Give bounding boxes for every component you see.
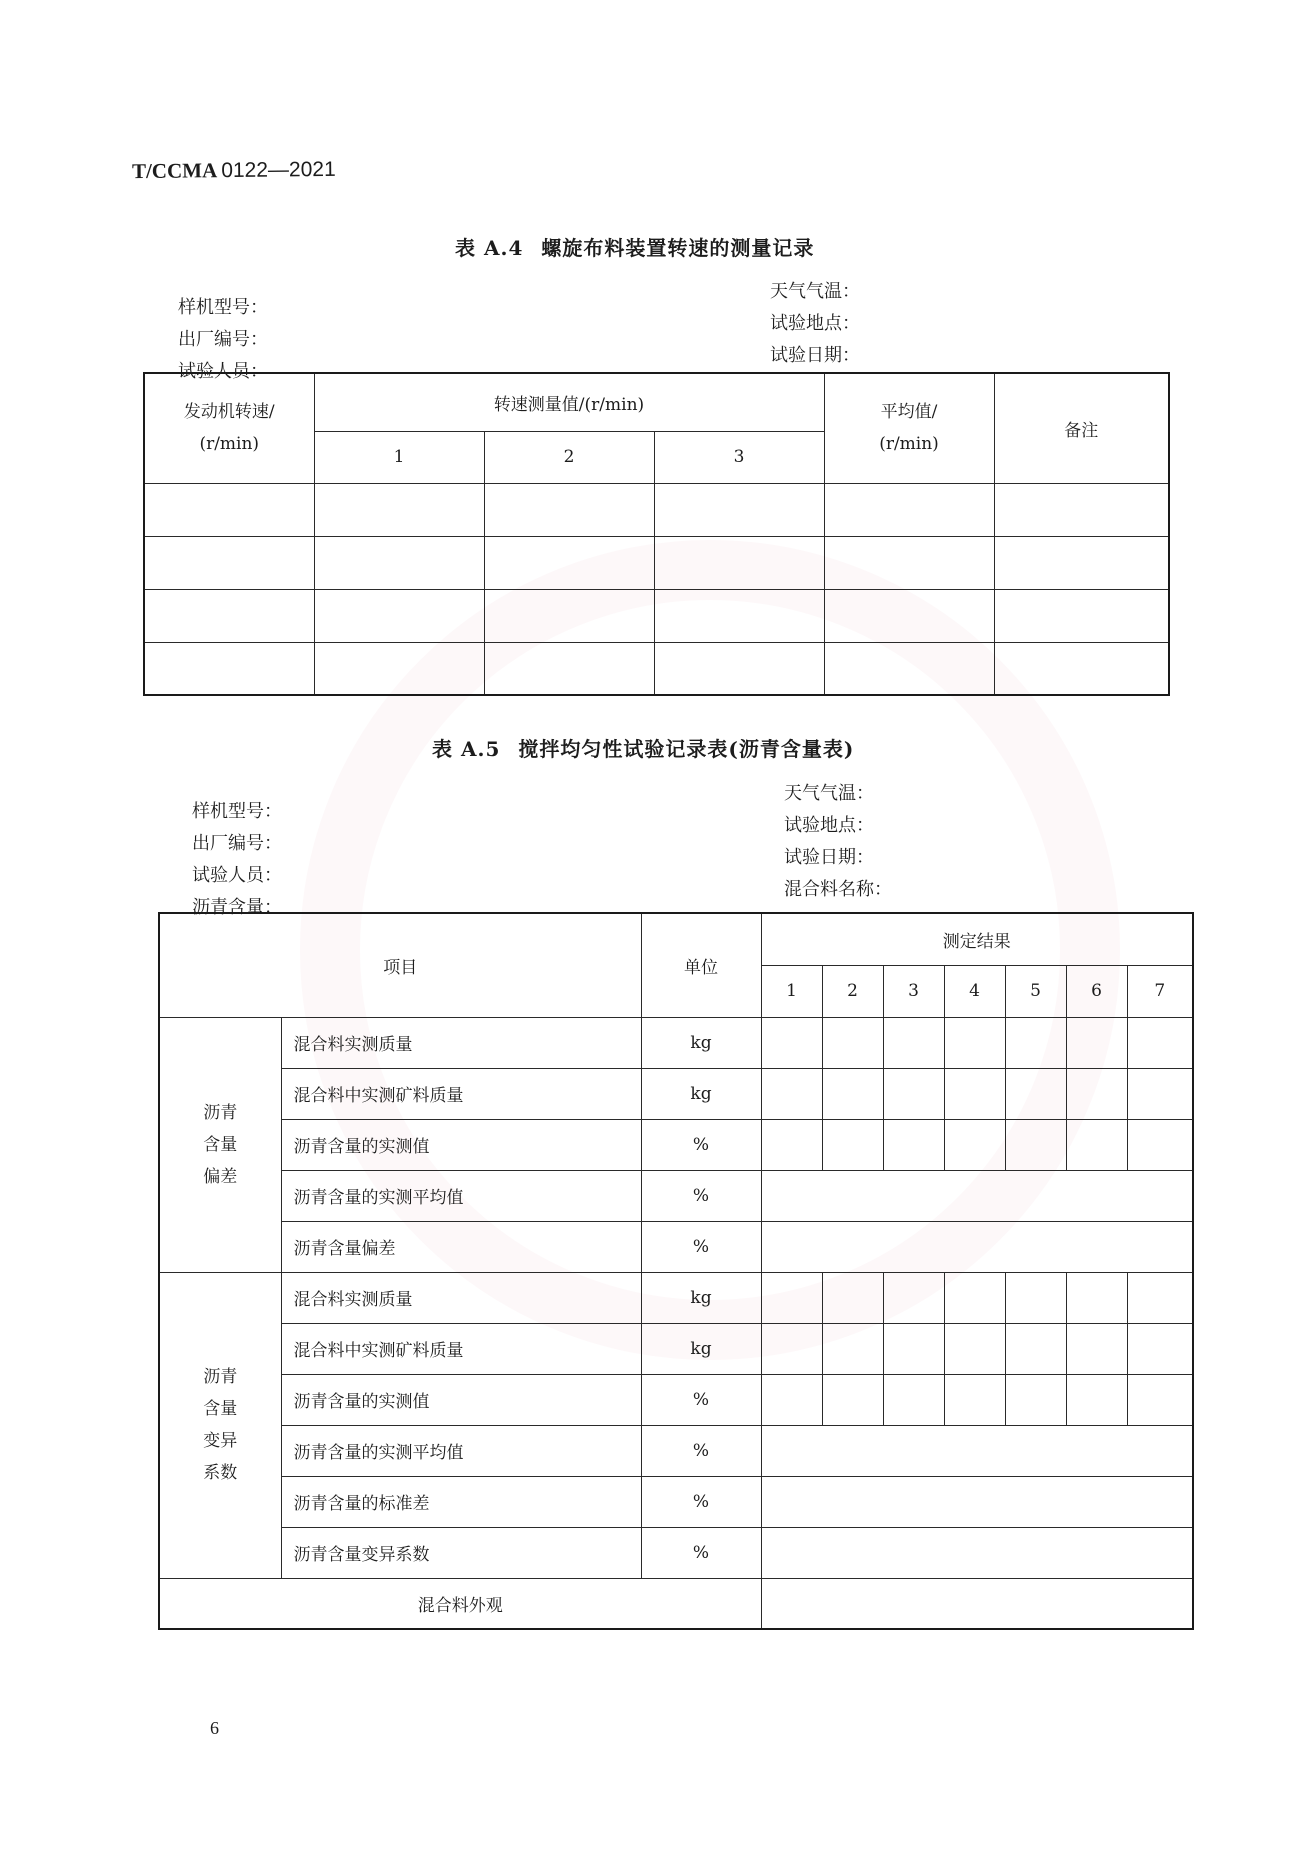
data-cell[interactable] xyxy=(994,483,1169,536)
data-cell-merged[interactable] xyxy=(761,1476,1193,1527)
data-cell[interactable] xyxy=(883,1374,944,1425)
data-cell[interactable] xyxy=(654,589,824,642)
result-col-5: 5 xyxy=(1005,965,1066,1017)
meta-field: 天气气温： xyxy=(770,281,860,302)
data-cell[interactable] xyxy=(314,642,484,695)
data-cell[interactable] xyxy=(761,1272,822,1323)
data-cell[interactable] xyxy=(822,1374,883,1425)
data-cell[interactable] xyxy=(484,642,654,695)
data-cell[interactable] xyxy=(484,483,654,536)
meta-field: 样机型号： xyxy=(192,801,282,822)
row-unit: % xyxy=(641,1527,761,1578)
meta-field: 出厂编号： xyxy=(178,329,268,350)
data-cell[interactable] xyxy=(944,1323,1005,1374)
table-row xyxy=(144,642,1169,695)
table-row xyxy=(159,1170,1193,1221)
group-asphalt-content-variation-coefficient: 沥青 含量 变异 系数 xyxy=(159,1272,281,1578)
data-cell[interactable] xyxy=(761,1374,822,1425)
data-cell[interactable] xyxy=(994,589,1169,642)
row-item: 沥青含量的实测值 xyxy=(281,1119,641,1170)
data-cell[interactable] xyxy=(761,1119,822,1170)
table-row xyxy=(159,1374,1193,1425)
meta-field: 试验地点： xyxy=(770,313,860,334)
sub-col-3: 3 xyxy=(654,431,824,483)
data-cell[interactable] xyxy=(1005,1119,1066,1170)
row-unit: % xyxy=(641,1476,761,1527)
table-a5 xyxy=(158,912,1192,1630)
header-average: 平均值/ (r/min) xyxy=(824,373,994,483)
data-cell[interactable] xyxy=(1127,1323,1193,1374)
data-cell[interactable] xyxy=(144,642,314,695)
row-item: 沥青含量偏差 xyxy=(281,1221,641,1272)
header-note: 备注 xyxy=(994,373,1169,483)
result-col-6: 6 xyxy=(1066,965,1127,1017)
table-row xyxy=(159,1425,1193,1476)
row-unit: % xyxy=(641,1374,761,1425)
table-row xyxy=(159,1476,1193,1527)
row-item: 混合料实测质量 xyxy=(281,1017,641,1068)
result-col-2: 2 xyxy=(822,965,883,1017)
table-row xyxy=(159,1221,1193,1272)
data-cell[interactable] xyxy=(1127,1119,1193,1170)
table-row xyxy=(159,1017,1193,1068)
table-a5-meta-right xyxy=(784,778,892,906)
data-cell[interactable] xyxy=(1066,1017,1127,1068)
data-cell[interactable] xyxy=(944,1068,1005,1119)
data-cell[interactable] xyxy=(822,1272,883,1323)
data-cell[interactable] xyxy=(1005,1272,1066,1323)
data-cell-merged[interactable] xyxy=(761,1170,1193,1221)
table-a4 xyxy=(143,372,1168,696)
data-cell[interactable] xyxy=(883,1323,944,1374)
data-cell[interactable] xyxy=(824,642,994,695)
row-item: 混合料中实测矿料质量 xyxy=(281,1068,641,1119)
data-cell[interactable] xyxy=(1127,1017,1193,1068)
row-unit: % xyxy=(641,1221,761,1272)
row-item: 混合料实测质量 xyxy=(281,1272,641,1323)
data-cell[interactable] xyxy=(1066,1068,1127,1119)
header-item: 项目 xyxy=(159,913,641,1017)
data-cell[interactable] xyxy=(1127,1374,1193,1425)
data-cell[interactable] xyxy=(1005,1323,1066,1374)
data-cell[interactable] xyxy=(1005,1017,1066,1068)
data-cell[interactable] xyxy=(824,536,994,589)
data-cell[interactable] xyxy=(1066,1374,1127,1425)
table-row xyxy=(159,1119,1193,1170)
data-cell[interactable] xyxy=(822,1323,883,1374)
table-row xyxy=(144,589,1169,642)
data-cell[interactable] xyxy=(1066,1119,1127,1170)
row-mixture-appearance: 混合料外观 xyxy=(159,1578,761,1629)
data-cell[interactable] xyxy=(1066,1323,1127,1374)
row-unit: % xyxy=(641,1170,761,1221)
data-cell[interactable] xyxy=(654,536,824,589)
row-item: 混合料中实测矿料质量 xyxy=(281,1323,641,1374)
meta-field: 试验人员： xyxy=(192,865,282,886)
data-cell[interactable] xyxy=(822,1119,883,1170)
data-cell-merged[interactable] xyxy=(761,1527,1193,1578)
data-cell[interactable] xyxy=(944,1272,1005,1323)
data-cell[interactable] xyxy=(761,1068,822,1119)
data-cell[interactable] xyxy=(314,536,484,589)
header-measured-speed: 转速测量值/(r/min) xyxy=(314,373,824,431)
data-cell[interactable] xyxy=(1127,1272,1193,1323)
row-unit: % xyxy=(641,1119,761,1170)
row-unit: kg xyxy=(641,1068,761,1119)
table-row xyxy=(159,1527,1193,1578)
table-a4-meta-right xyxy=(770,276,860,372)
data-cell[interactable] xyxy=(1005,1068,1066,1119)
data-cell[interactable] xyxy=(314,589,484,642)
meta-field: 出厂编号： xyxy=(192,833,282,854)
data-cell[interactable] xyxy=(1066,1272,1127,1323)
table-row xyxy=(159,1272,1193,1323)
data-cell[interactable] xyxy=(944,1374,1005,1425)
group-asphalt-content-deviation: 沥青 含量 偏差 xyxy=(159,1017,281,1272)
standard-code: T/CCMA 0122—2021 xyxy=(131,157,336,184)
data-cell[interactable] xyxy=(944,1119,1005,1170)
header-results: 测定结果 xyxy=(761,913,1193,965)
data-cell[interactable] xyxy=(314,483,484,536)
result-col-4: 4 xyxy=(944,965,1005,1017)
meta-field: 天气气温： xyxy=(784,783,874,804)
data-cell[interactable] xyxy=(144,483,314,536)
table-row xyxy=(159,1068,1193,1119)
data-cell[interactable] xyxy=(944,1017,1005,1068)
meta-field: 试验人员： xyxy=(178,361,268,382)
meta-field: 试验日期： xyxy=(770,345,860,366)
row-unit: kg xyxy=(641,1017,761,1068)
data-cell[interactable] xyxy=(144,589,314,642)
data-cell[interactable] xyxy=(994,536,1169,589)
header-unit: 单位 xyxy=(641,913,761,1017)
result-col-1: 1 xyxy=(761,965,822,1017)
table-row xyxy=(144,483,1169,536)
data-cell[interactable] xyxy=(654,642,824,695)
data-cell[interactable] xyxy=(824,483,994,536)
row-unit: % xyxy=(641,1425,761,1476)
result-col-7: 7 xyxy=(1127,965,1193,1017)
header-engine-speed: 发动机转速/ (r/min) xyxy=(144,373,314,483)
data-cell[interactable] xyxy=(822,1017,883,1068)
row-unit: kg xyxy=(641,1323,761,1374)
table-a4-title: 表 A.4 螺旋布料装置转速的测量记录 xyxy=(455,236,815,260)
row-item: 沥青含量的实测平均值 xyxy=(281,1170,641,1221)
table-row xyxy=(159,1323,1193,1374)
data-cell[interactable] xyxy=(484,536,654,589)
data-cell-merged[interactable] xyxy=(761,1578,1193,1629)
table-row xyxy=(144,536,1169,589)
data-cell[interactable] xyxy=(883,1017,944,1068)
row-item: 沥青含量变异系数 xyxy=(281,1527,641,1578)
table-row xyxy=(159,1578,1193,1629)
meta-field: 试验地点： xyxy=(784,815,874,836)
data-cell[interactable] xyxy=(654,483,824,536)
data-cell[interactable] xyxy=(144,536,314,589)
meta-field: 试验日期： xyxy=(784,847,874,868)
table-a5-title: 表 A.5 搅拌均匀性试验记录表(沥青含量表) xyxy=(432,737,855,761)
data-cell[interactable] xyxy=(994,642,1169,695)
data-cell[interactable] xyxy=(822,1068,883,1119)
data-cell[interactable] xyxy=(761,1323,822,1374)
meta-field: 样机型号： xyxy=(178,297,268,318)
meta-field: 沥青含量： xyxy=(192,897,282,918)
data-cell[interactable] xyxy=(824,589,994,642)
data-cell[interactable] xyxy=(883,1068,944,1119)
result-col-3: 3 xyxy=(883,965,944,1017)
row-item: 沥青含量的实测平均值 xyxy=(281,1425,641,1476)
data-cell[interactable] xyxy=(484,589,654,642)
row-unit: kg xyxy=(641,1272,761,1323)
data-cell-merged[interactable] xyxy=(761,1425,1193,1476)
data-cell-merged[interactable] xyxy=(761,1221,1193,1272)
data-cell[interactable] xyxy=(761,1017,822,1068)
page-number: 6 xyxy=(210,1718,219,1738)
data-cell[interactable] xyxy=(1005,1374,1066,1425)
data-cell[interactable] xyxy=(883,1119,944,1170)
table-a5-meta-left xyxy=(192,796,282,924)
sub-col-2: 2 xyxy=(484,431,654,483)
data-cell[interactable] xyxy=(883,1272,944,1323)
meta-field: 混合料名称： xyxy=(784,879,892,900)
row-item: 沥青含量的实测值 xyxy=(281,1374,641,1425)
data-cell[interactable] xyxy=(1127,1068,1193,1119)
sub-col-1: 1 xyxy=(314,431,484,483)
row-item: 沥青含量的标准差 xyxy=(281,1476,641,1527)
